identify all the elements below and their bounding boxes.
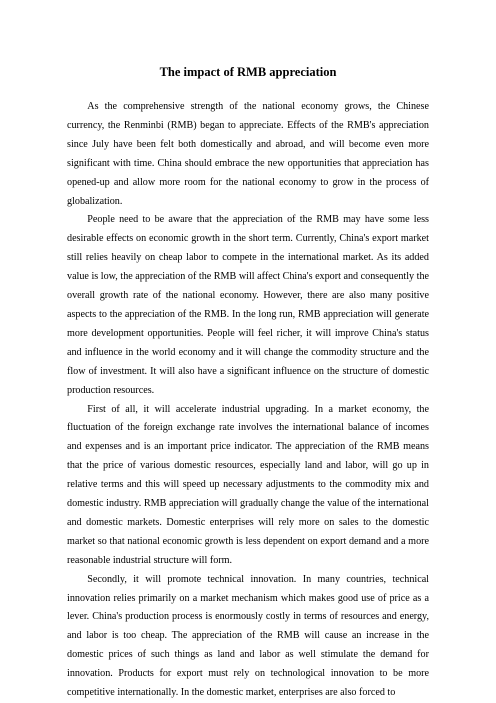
document-title: The impact of RMB appreciation (159, 65, 337, 79)
document-body (67, 98, 429, 703)
paragraph-1: As the comprehensive strength of the national economy grows, the Chinese currency, the Renminbi (RMB) began to appreciate. Effects of the RMB's appreciation since July have been felt both domestically and abroad, and will become even more significant with time. China should embrace the new opportunities that appreciation has opened-up and allow more room for the national economy to grow in the process of globalization. (67, 101, 429, 207)
paragraph-4: Secondly, it will promote technical innovation. In many countries, technical innovation relies primarily on a market mechanism which makes good use of price as a lever. China's production process is enormously costly in terms of resources and energy, and labor is too cheap. The appreciation of the RMB will cause an increase in the domestic prices of such things as land and labor as well stimulate the demand for innovation. Products for export must rely on technological innovation to be more competitive internationally. In the domestic market, enterprises are also forced to (67, 573, 429, 699)
paragraph-3: First of all, it will accelerate industrial upgrading. In a market economy, the fluctuation of the foreign exchange rate involves the international balance of incomes and expenses and is an important price indicator. The appreciation of the RMB means that the price of various domestic resources, especially land and labor, will go up in relative terms and this will speed up necessary adjustments to the commodity mix and domestic industry. RMB appreciation will gradually change the value of the international and domestic markets. Domestic enterprises will rely more on sales to the domestic market so that national economic growth is less dependent on export demand and a more reasonable industrial structure will form. (67, 403, 429, 566)
paragraph-2: People need to be aware that the appreciation of the RMB may have some less desirable effects on economic growth in the short term. Currently, China's export market still relies heavily on cheap labor to compete in the international market. As its added value is low, the appreciation of the RMB will affect China's export and consequently the overall growth rate of the national economy. However, there are also many positive aspects to the appreciation of the RMB. In the long run, RMB appreciation will generate more development opportunities. People will feel richer, it will improve China's status and influence in the world economy and it will change the commodity structure and the flow of investment. It will also have a significant influence on the structure of domestic production resources. (67, 214, 429, 396)
